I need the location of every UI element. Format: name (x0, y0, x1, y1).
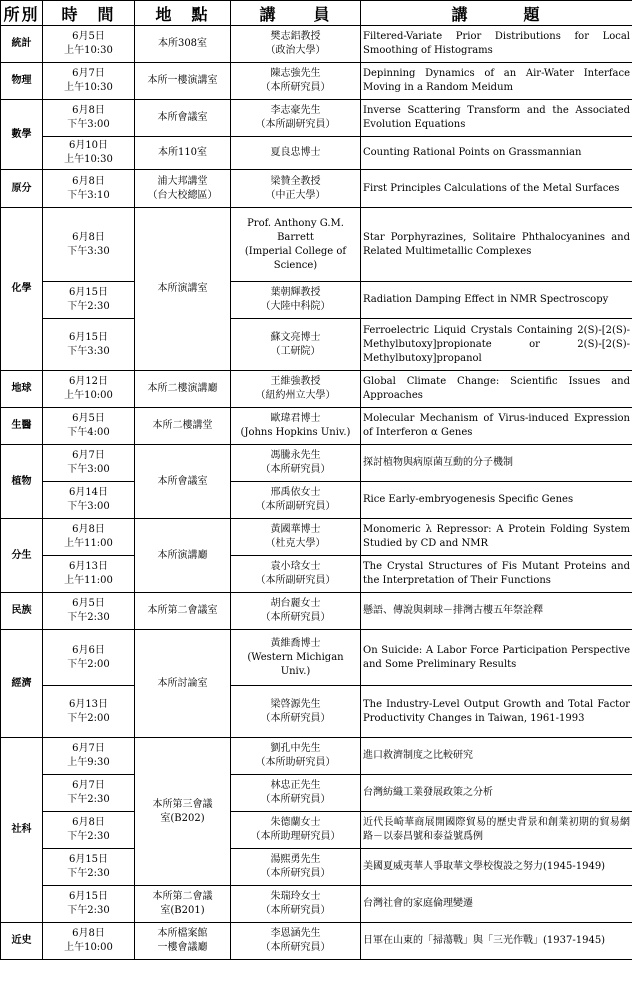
place-cell: 本所演講廳 (135, 519, 231, 593)
table-row (1, 408, 632, 445)
title-cell: 日軍在山東的「掃蕩戰」與「三光作戰」(1937-1945) (361, 923, 632, 960)
table-row (1, 686, 632, 738)
speaker-cell: 黃國華博士 （杜克大學） (231, 519, 361, 556)
speaker-cell: 李志豪先生 （本所副研究員） (231, 100, 361, 137)
title-cell: First Principles Calculations of the Metal Surfaces (361, 170, 632, 208)
institute-cell: 化學 (1, 208, 43, 371)
table-row (1, 482, 632, 519)
place-cell: 本所308室 (135, 26, 231, 63)
institute-cell: 地球 (1, 371, 43, 408)
institute-cell: 近史 (1, 923, 43, 960)
institute-cell: 生醫 (1, 408, 43, 445)
header-speaker: 講 員 (231, 1, 361, 26)
institute-cell: 分生 (1, 519, 43, 593)
speaker-cell: 胡台麗女士 （本所研究員） (231, 593, 361, 630)
institute-cell: 社科 (1, 738, 43, 923)
institute-cell: 統計 (1, 26, 43, 63)
table-row (1, 371, 632, 408)
date-cell: 6月8日 下午3:10 (43, 170, 135, 208)
table-row (1, 519, 632, 556)
title-cell: 台灣紡織工業發展政策之分析 (361, 775, 632, 812)
speaker-cell: 王維強教授 （紐約州立大學） (231, 371, 361, 408)
table-row (1, 923, 632, 960)
table-row (1, 319, 632, 371)
title-cell: Molecular Mechanism of Virus-induced Expression of Interferon α Genes (361, 408, 632, 445)
table-row (1, 593, 632, 630)
header-institute: 所別 (1, 1, 43, 26)
place-cell: 本所二樓講堂 (135, 408, 231, 445)
speaker-cell: 李恩涵先生 （本所研究員） (231, 923, 361, 960)
title-cell: Filtered-Variate Prior Distributions for Local Smoothing of Histograms (361, 26, 632, 63)
title-cell: The Crystal Structures of Fis Mutant Proteins and the Interpretation of Their Functions (361, 556, 632, 593)
table-row (1, 63, 632, 100)
institute-cell: 民族 (1, 593, 43, 630)
speaker-cell: 朱瑞玲女士 （本所研究員） (231, 886, 361, 923)
place-cell: 本所一樓演講室 (135, 63, 231, 100)
title-cell: 探討植物與病原菌互動的分子機制 (361, 445, 632, 482)
speaker-cell: 蘇文亮博士 （工研院） (231, 319, 361, 371)
date-cell: 6月7日 上午10:30 (43, 63, 135, 100)
date-cell: 6月5日 上午10:30 (43, 26, 135, 63)
header-time: 時 間 (43, 1, 135, 26)
title-cell: 美國夏威夷華人爭取華文學校復設之努力(1945-1949) (361, 849, 632, 886)
header-place: 地 點 (135, 1, 231, 26)
title-cell: Depinning Dynamics of an Air-Water Interface Moving in a Random Meidum (361, 63, 632, 100)
title-cell: 台灣社會的家庭倫理變遷 (361, 886, 632, 923)
speaker-cell: 葉朝輝教授 （大陸中科院） (231, 282, 361, 319)
table-row (1, 445, 632, 482)
institute-cell: 植物 (1, 445, 43, 519)
place-cell: 本所110室 (135, 137, 231, 170)
table-row (1, 556, 632, 593)
date-cell: 6月10日 上午10:30 (43, 137, 135, 170)
speaker-cell: 黃維喬博士 (Western Michigan Univ.) (231, 630, 361, 686)
place-cell: 本所第二會議室 (135, 593, 231, 630)
date-cell: 6月13日 下午2:00 (43, 686, 135, 738)
header-title: 講 題 (361, 1, 632, 26)
date-cell: 6月7日 上午9:30 (43, 738, 135, 775)
title-cell: 進口救濟制度之比較研究 (361, 738, 632, 775)
table-row (1, 100, 632, 137)
date-cell: 6月8日 下午3:30 (43, 208, 135, 282)
table-row (1, 775, 632, 812)
table-row (1, 26, 632, 63)
speaker-cell: 馮騰永先生 （本所研究員） (231, 445, 361, 482)
date-cell: 6月5日 下午2:30 (43, 593, 135, 630)
date-cell: 6月8日 上午10:00 (43, 923, 135, 960)
table-row (1, 886, 632, 923)
table-row (1, 812, 632, 849)
date-cell: 6月12日 上午10:00 (43, 371, 135, 408)
speaker-cell: Prof. Anthony G.M. Barrett (Imperial College of Science) (231, 208, 361, 282)
speaker-cell: 夏良忠博士 (231, 137, 361, 170)
date-cell: 6月7日 下午3:00 (43, 445, 135, 482)
table-row (1, 282, 632, 319)
speaker-cell: 林忠正先生 （本所研究員） (231, 775, 361, 812)
speaker-cell: 湯熙勇先生 （本所研究員） (231, 849, 361, 886)
place-cell: 本所第三會議 室(B202) (135, 738, 231, 886)
place-cell: 本所第二會議 室(B201) (135, 886, 231, 923)
speaker-cell: 袁小琀女士 （本所副研究員） (231, 556, 361, 593)
date-cell: 6月15日 下午2:30 (43, 849, 135, 886)
title-cell: Ferroelectric Liquid Crystals Containing 2(S)-[2(S)-Methylbutoxy]propionate or 2(S)-[2(S)-Methylbutoxy]propanol (361, 319, 632, 371)
table-row (1, 630, 632, 686)
place-cell: 本所演講室 (135, 208, 231, 371)
date-cell: 6月5日 下午4:00 (43, 408, 135, 445)
date-cell: 6月6日 下午2:00 (43, 630, 135, 686)
title-cell: Rice Early-embryogenesis Specific Genes (361, 482, 632, 519)
table-row (1, 170, 632, 208)
title-cell: Radiation Damping Effect in NMR Spectroscopy (361, 282, 632, 319)
speaker-cell: 梁啓源先生 （本所研究員） (231, 686, 361, 738)
date-cell: 6月8日 下午2:30 (43, 812, 135, 849)
date-cell: 6月8日 上午11:00 (43, 519, 135, 556)
date-cell: 6月13日 上午11:00 (43, 556, 135, 593)
title-cell: Monomeric λ Repressor: A Protein Folding System Studied by CD and NMR (361, 519, 632, 556)
place-cell: 浦大邦講堂 （台大校總區） (135, 170, 231, 208)
title-cell: 近代長崎華商展開國際貿易的歷史背景和創業初期的貿易網路－以泰昌號和泰益號爲例 (361, 812, 632, 849)
place-cell: 本所討論室 (135, 630, 231, 738)
place-cell: 本所會議室 (135, 100, 231, 137)
speaker-cell: 邢禹依女士 （本所副研究員） (231, 482, 361, 519)
table-row (1, 208, 632, 282)
speaker-cell: 朱德蘭女士 （本所助理研究員） (231, 812, 361, 849)
speaker-cell: 陳志強先生 （本所研究員） (231, 63, 361, 100)
date-cell: 6月15日 下午2:30 (43, 282, 135, 319)
speaker-cell: 歐瑋君博士 (Johns Hopkins Univ.) (231, 408, 361, 445)
title-cell: The Industry-Level Output Growth and Total Factor Productivity Changes in Taiwan, 1961-1993 (361, 686, 632, 738)
speaker-cell: 梁贊全教授 （中正大學） (231, 170, 361, 208)
table-row (1, 137, 632, 170)
date-cell: 6月7日 下午2:30 (43, 775, 135, 812)
speaker-cell: 劉孔中先生 （本所助研究員） (231, 738, 361, 775)
table-row (1, 849, 632, 886)
table-row (1, 738, 632, 775)
place-cell: 本所二樓演講廳 (135, 371, 231, 408)
title-cell: 懸語、傳說與刺球－排灣古樓五年祭詮釋 (361, 593, 632, 630)
title-cell: Inverse Scattering Transform and the Associated Evolution Equations (361, 100, 632, 137)
title-cell: On Suicide: A Labor Force Participation Perspective and Some Preliminary Results (361, 630, 632, 686)
date-cell: 6月15日 下午3:30 (43, 319, 135, 371)
institute-cell: 原分 (1, 170, 43, 208)
institute-cell: 物理 (1, 63, 43, 100)
date-cell: 6月14日 下午3:00 (43, 482, 135, 519)
date-cell: 6月8日 下午3:00 (43, 100, 135, 137)
title-cell: Star Porphyrazines, Solitaire Phthalocyanines and Related Multimetallic Complexes (361, 208, 632, 282)
title-cell: Global Climate Change: Scientific Issues and Approaches (361, 371, 632, 408)
date-cell: 6月15日 下午2:30 (43, 886, 135, 923)
place-cell: 本所會議室 (135, 445, 231, 519)
institute-cell: 數學 (1, 100, 43, 170)
institute-cell: 經濟 (1, 630, 43, 738)
speaker-cell: 樊志鋁教授 （政治大學） (231, 26, 361, 63)
header-row (1, 1, 632, 26)
title-cell: Counting Rational Points on Grassmannian (361, 137, 632, 170)
place-cell: 本所檔案館 一樓會議廳 (135, 923, 231, 960)
